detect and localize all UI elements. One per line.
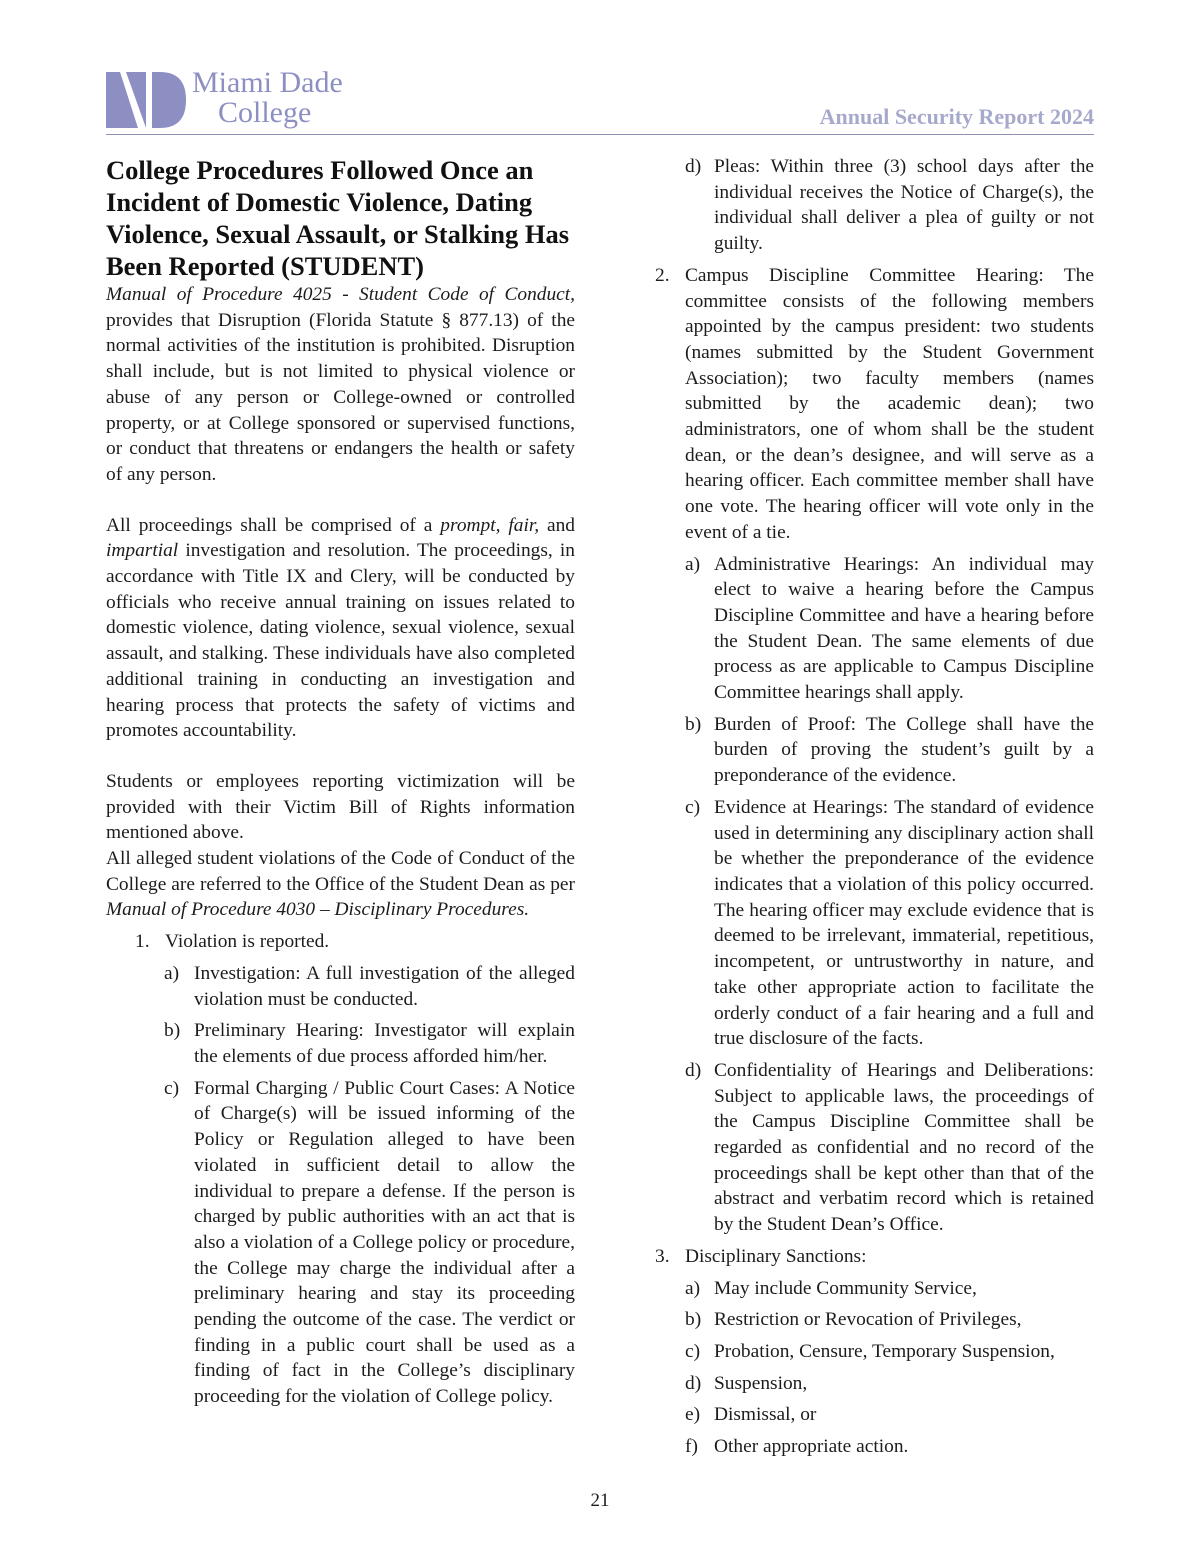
list-marker: b) [164, 1020, 181, 1042]
list-item-1c [106, 1076, 575, 1410]
list-item-text: Confidentiality of Hearings and Deliberations: Subject to applicable laws, the proceedings of the Campus Discipline Committee shall be regarded as confidential and no record of the proceedings shall be kept other than that of the abstract and verbatim record which is retained by the Student Dean’s Office. [714, 1059, 1094, 1236]
page-header [106, 66, 1094, 140]
sanction-item [655, 1307, 1094, 1333]
list-item-text: Probation, Censure, Temporary Suspension, [714, 1340, 1055, 1362]
sanction-item [655, 1276, 1094, 1302]
list-marker: e) [685, 1404, 701, 1426]
logo-text-line2: College [218, 96, 312, 129]
college-logo-icon [106, 72, 186, 128]
list-item-1d [655, 154, 1094, 257]
list-marker: f) [685, 1436, 698, 1458]
list-marker: 1. [135, 931, 150, 953]
sanction-item [655, 1339, 1094, 1365]
list-item-3 [655, 1244, 1094, 1270]
report-title: Annual Security Report 2024 [819, 104, 1094, 129]
list-item-text: Pleas: Within three (3) school days after the individual receives the Notice of Charge(s), the individual shall deliver a plea of guilty or not guilty. [714, 156, 1094, 255]
college-logo [106, 66, 356, 130]
list-marker: c) [685, 796, 701, 818]
logo-text-line1: Miami Dade [192, 66, 343, 99]
sanction-item [655, 1434, 1094, 1460]
manual-reference-4030: Manual of Procedure 4030 – Disciplinary Procedures. [106, 899, 530, 921]
list-marker: b) [685, 1309, 702, 1331]
list-item-2c [655, 795, 1094, 1052]
list-marker: b) [685, 713, 702, 735]
list-marker: 2. [655, 264, 670, 286]
list-item-2b [655, 712, 1094, 789]
list-item-1 [106, 929, 575, 955]
list-marker: a) [685, 553, 701, 575]
intro-paragraph [106, 282, 575, 488]
list-marker: d) [685, 1059, 702, 1081]
list-item-text: Restriction or Revocation of Privileges, [714, 1309, 1022, 1331]
list-item-text: Other appropriate action. [714, 1436, 909, 1458]
section-heading: College Procedures Followed Once an Incident of Domestic Violence, Dating Violence, Sexual Assault, or Stalking Has Been Reported (STUDENT) [106, 155, 570, 281]
list-item-text: Formal Charging / Public Court Cases: A Notice of Charge(s) will be issued informing of the Policy or Regulation alleged to have been violated in sufficient detail to allow the individual to prepare a defense. If the person is charged by public authorities with an act that is also a violation of a College policy or procedure, the College may charge the individual after a preliminary hearing and stay its proceeding pending the outcome of the case. The verdict or finding in a public court shall be used as a finding of fact in the College’s disciplinary proceeding for the violation of College policy. [194, 1077, 575, 1408]
list-item-text: Burden of Proof: The College shall have the burden of proving the student’s guilt by a preponderance of the evidence. [714, 713, 1094, 787]
list-item-text: Preliminary Hearing: Investigator will explain the elements of due process afforded him/her. [194, 1020, 575, 1067]
left-column [106, 154, 575, 1410]
proceedings-emphasis-1: prompt, fair, [440, 514, 540, 536]
proceedings-text-c: investigation and resolution. The proceedings, in accordance with Title IX and Clery, will be conducted by officials who receive annual training on issues related to domestic violence, dating violence, sexual violence, sexual assault, and stalking. These individuals have also completed additional training in conducting an investigation and hearing process that protects the safety of victims and promotes accountability. [106, 540, 575, 742]
list-item-text: Administrative Hearings: An individual may elect to waive a hearing before the Campus Discipline Committee and have a hearing before the Student Dean. The same elements of due process as are applicable to Campus Discipline Committee hearings shall apply. [714, 553, 1094, 704]
list-marker: c) [164, 1077, 180, 1099]
list-item-text: Violation is reported. [165, 931, 330, 953]
list-marker: a) [164, 962, 180, 984]
list-marker: d) [685, 156, 702, 177]
list-item-2a [655, 552, 1094, 706]
violations-paragraph [106, 846, 575, 923]
list-item-1a [106, 961, 575, 1012]
list-item-text: Dismissal, or [714, 1404, 817, 1426]
list-item-text: May include Community Service, [714, 1277, 977, 1299]
manual-reference-4025: Manual of Procedure 4025 - Student Code of Conduct, [106, 284, 575, 305]
proceedings-emphasis-2: impartial [106, 540, 179, 562]
violations-text: All alleged student violations of the Code of Conduct of the College are referred to the Office of the Student Dean as per [106, 848, 575, 895]
list-marker: c) [685, 1340, 701, 1362]
list-item-text: Evidence at Hearings: The standard of evidence used in determining any disciplinary action shall be whether the preponderance of the evidence indicates that a violation of this policy occurred. The hearing officer may exclude evidence that is deemed to be irrelevant, immaterial, repetitious, incompetent, or untrustworthy in nature, and take other appropriate action to facilitate the orderly conduct of a fair hearing and a full and true disclosure of the facts. [714, 796, 1094, 1050]
list-item-text: Suspension, [714, 1372, 808, 1394]
right-column [655, 154, 1094, 1460]
list-item-text: Campus Discipline Committee Hearing: The committee consists of the following members appointed by the campus president: two students (names submitted by the Student Government Association); two faculty members (names submitted by the academic dean); two administrators, one of whom shall be the student dean, or the dean’s designee, and will serve as a hearing officer. Each committee member shall have one vote. The hearing officer will vote only in the event of a tie. [685, 264, 1094, 543]
list-marker: a) [685, 1277, 701, 1299]
proceedings-text-a: All proceedings shall be comprised of a [106, 514, 441, 536]
list-marker: d) [685, 1372, 702, 1394]
sanction-item [655, 1371, 1094, 1397]
list-item-text: Investigation: A full investigation of the alleged violation must be conducted. [194, 962, 575, 1010]
proceedings-text-b: and [539, 514, 575, 536]
sanction-item [655, 1402, 1094, 1428]
list-item-2d [655, 1058, 1094, 1238]
list-marker: 3. [655, 1245, 670, 1267]
list-item-2 [655, 263, 1094, 546]
page-number: 21 [590, 1490, 610, 1511]
intro-paragraph-text: provides that Disruption (Florida Statute § 877.13) of the normal activities of the institution is prohibited. Disruption shall include, but is not limited to physical violence or abuse of any person or College-owned or controlled property, or at College sponsored or supervised functions, or conduct that threatens or endangers the health or safety of any person. [106, 309, 575, 485]
list-item-text: Disciplinary Sanctions: [685, 1245, 867, 1267]
header-divider [106, 134, 1094, 135]
list-item-1b [106, 1018, 575, 1069]
proceedings-paragraph [106, 513, 575, 744]
victim-rights-paragraph: Students or employees reporting victimization will be provided with their Victim Bill of Rights information mentioned above. [106, 770, 575, 844]
